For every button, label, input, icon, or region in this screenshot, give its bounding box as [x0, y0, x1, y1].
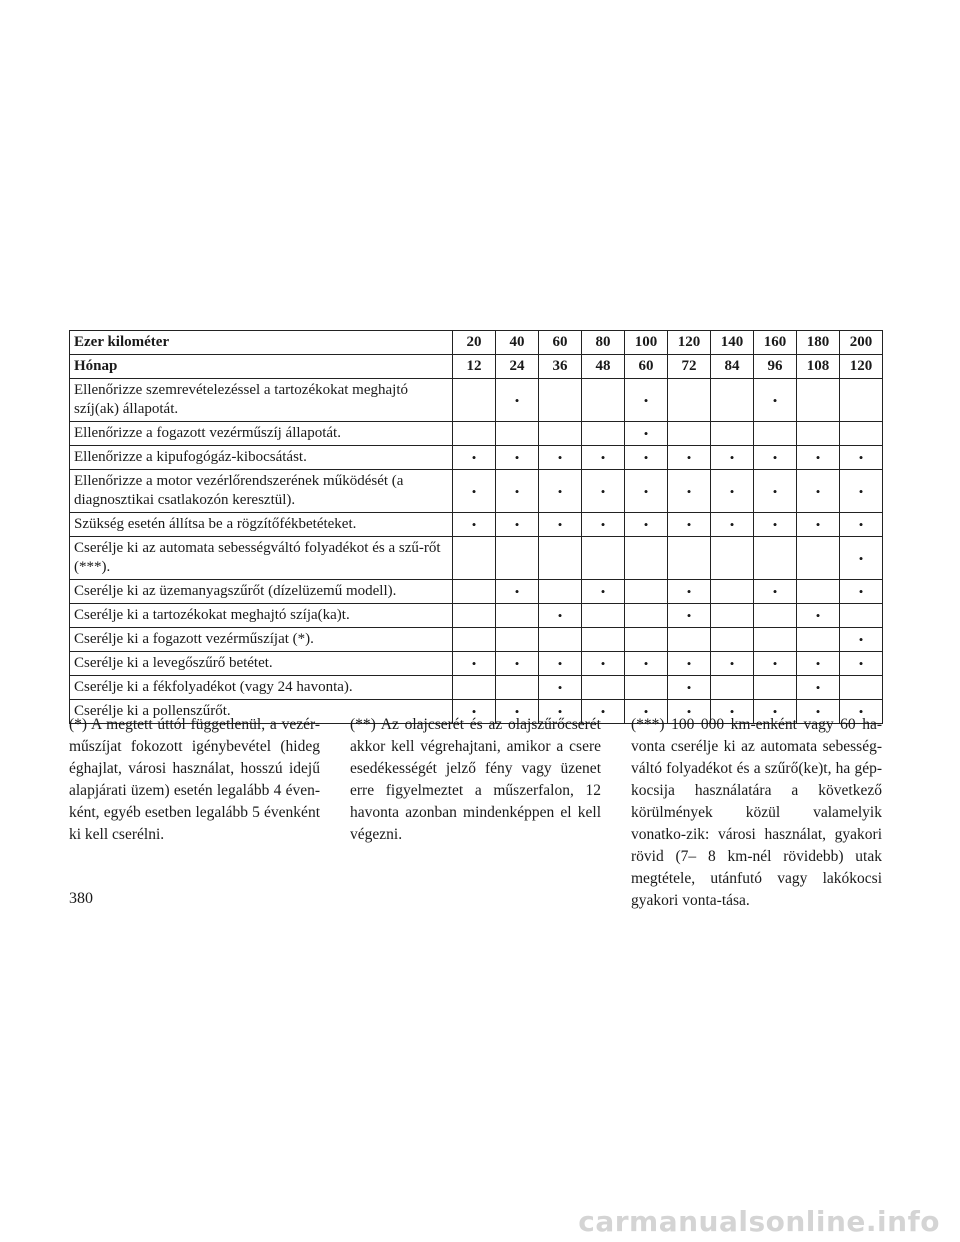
schedule-mark: •: [797, 700, 840, 724]
schedule-mark: [625, 537, 668, 580]
schedule-mark: [711, 537, 754, 580]
header-month-cell: 108: [797, 355, 840, 379]
schedule-mark: •: [668, 652, 711, 676]
schedule-mark: •: [840, 513, 883, 537]
header-km-cell: 20: [453, 331, 496, 355]
schedule-mark: •: [625, 700, 668, 724]
schedule-mark: •: [625, 652, 668, 676]
header-month-cell: 96: [754, 355, 797, 379]
schedule-mark: •: [797, 676, 840, 700]
header-km-cell: 40: [496, 331, 539, 355]
header-month-cell: 24: [496, 355, 539, 379]
row-label: Ellenőrizze szemrevételezéssel a tartozékokat meghajtó szíj(ak) állapotát.: [70, 379, 453, 422]
schedule-mark: [754, 537, 797, 580]
row-label: Ellenőrizze a fogazott vezérműszíj állapotát.: [70, 422, 453, 446]
schedule-mark: •: [539, 700, 582, 724]
row-label: Cserélje ki az üzemanyagszűrőt (dízelüzemű modell).: [70, 580, 453, 604]
schedule-mark: •: [754, 379, 797, 422]
schedule-mark: •: [668, 604, 711, 628]
schedule-mark: •: [711, 700, 754, 724]
schedule-mark: •: [754, 446, 797, 470]
header-km-cell: 60: [539, 331, 582, 355]
schedule-mark: [496, 628, 539, 652]
schedule-mark: •: [582, 652, 625, 676]
schedule-mark: [754, 422, 797, 446]
schedule-mark: [496, 537, 539, 580]
schedule-mark: [625, 628, 668, 652]
table-row: [70, 676, 883, 700]
schedule-mark: •: [539, 652, 582, 676]
schedule-mark: •: [711, 470, 754, 513]
schedule-mark: [797, 379, 840, 422]
schedule-mark: [711, 580, 754, 604]
schedule-mark: •: [711, 652, 754, 676]
schedule-mark: •: [453, 470, 496, 513]
schedule-mark: [496, 604, 539, 628]
schedule-mark: [582, 422, 625, 446]
schedule-mark: [625, 676, 668, 700]
schedule-mark: •: [840, 580, 883, 604]
schedule-mark: •: [582, 513, 625, 537]
schedule-mark: •: [840, 628, 883, 652]
header-km-cell: 120: [668, 331, 711, 355]
schedule-mark: [754, 628, 797, 652]
schedule-mark: [754, 676, 797, 700]
schedule-mark: [668, 379, 711, 422]
schedule-mark: •: [754, 470, 797, 513]
schedule-mark: •: [711, 513, 754, 537]
schedule-mark: •: [840, 652, 883, 676]
schedule-mark: •: [668, 446, 711, 470]
schedule-mark: [582, 379, 625, 422]
schedule-mark: •: [840, 700, 883, 724]
header-km-cell: 200: [840, 331, 883, 355]
table-row: [70, 652, 883, 676]
header-km-cell: 80: [582, 331, 625, 355]
schedule-mark: [453, 537, 496, 580]
schedule-mark: •: [453, 446, 496, 470]
schedule-mark: •: [453, 652, 496, 676]
row-label: Cserélje ki a tartozékokat meghajtó szíja(ka)t.: [70, 604, 453, 628]
table-row: [70, 422, 883, 446]
schedule-mark: •: [582, 446, 625, 470]
row-label: Cserélje ki az automata sebességváltó folyadékot és a szű-rőt (***).: [70, 537, 453, 580]
schedule-mark: •: [496, 652, 539, 676]
schedule-mark: •: [754, 652, 797, 676]
schedule-mark: [668, 628, 711, 652]
row-label: Cserélje ki a fékfolyadékot (vagy 24 havonta).: [70, 676, 453, 700]
schedule-mark: •: [625, 379, 668, 422]
header-km-cell: 180: [797, 331, 840, 355]
footnote-2: (**) Az olajcserét és az olajszűrőcserét akkor kell végrehajtani, amikor a csere esedékességét jelző fény vagy üzenet erre figyelmeztet a műszerfalon, 12 havonta azonban mindenképpen el kell végezni.: [350, 716, 601, 843]
schedule-mark: [840, 422, 883, 446]
header-month-cell: 48: [582, 355, 625, 379]
schedule-mark: [453, 676, 496, 700]
schedule-mark: [754, 604, 797, 628]
schedule-mark: •: [668, 513, 711, 537]
schedule-mark: •: [582, 470, 625, 513]
header-month-cell: 84: [711, 355, 754, 379]
schedule-mark: •: [582, 580, 625, 604]
schedule-mark: •: [453, 513, 496, 537]
schedule-mark: [625, 604, 668, 628]
header-month-cell: 12: [453, 355, 496, 379]
table-row: [70, 379, 883, 422]
schedule-mark: •: [668, 470, 711, 513]
schedule-mark: [711, 422, 754, 446]
schedule-mark: [453, 580, 496, 604]
schedule-mark: [582, 604, 625, 628]
schedule-mark: [840, 379, 883, 422]
schedule-mark: •: [496, 513, 539, 537]
header-month-cell: 120: [840, 355, 883, 379]
schedule-mark: •: [840, 446, 883, 470]
schedule-mark: •: [539, 470, 582, 513]
schedule-mark: •: [453, 700, 496, 724]
schedule-mark: •: [496, 470, 539, 513]
watermark-logo: carmanualsonline.info: [578, 1205, 940, 1238]
row-label: Ellenőrizze a kipufogógáz-kibocsátást.: [70, 446, 453, 470]
footnote-3: (***) 100 000 km-enként vagy 60 ha-vonta cserélje ki az automata sebesség-váltó folyadékot és a szűrő(ke)t, ha gép-kocsija használatára a következő körülmények közül valamelyik vonatko-zik: városi használat, gyakori rövid (7– 8 km-nél rövidebb) utak megtétele, utánfutó vagy lakókocsi gyakori vonta-tása.: [631, 716, 882, 909]
schedule-mark: •: [625, 422, 668, 446]
schedule-mark: •: [539, 604, 582, 628]
schedule-mark: •: [754, 580, 797, 604]
schedule-mark: [711, 604, 754, 628]
row-label: Szükség esetén állítsa be a rögzítőfékbetéteket.: [70, 513, 453, 537]
schedule-mark: •: [539, 446, 582, 470]
schedule-mark: [711, 379, 754, 422]
schedule-mark: [453, 604, 496, 628]
table-row: [70, 513, 883, 537]
row-label: Cserélje ki a pollenszűrőt.: [70, 700, 453, 724]
schedule-mark: [496, 422, 539, 446]
schedule-mark: [539, 580, 582, 604]
header-row-month: [70, 355, 883, 379]
schedule-mark: •: [754, 700, 797, 724]
header-km-cell: 160: [754, 331, 797, 355]
schedule-body: [70, 379, 883, 724]
schedule-mark: [797, 580, 840, 604]
schedule-mark: [840, 676, 883, 700]
maintenance-schedule-table: [69, 330, 883, 724]
schedule-mark: •: [797, 604, 840, 628]
schedule-mark: •: [539, 676, 582, 700]
header-month-label: Hónap: [70, 355, 453, 379]
row-label: Cserélje ki a levegőszűrő betétet.: [70, 652, 453, 676]
table-row: [70, 470, 883, 513]
schedule-mark: [539, 537, 582, 580]
schedule-mark: •: [496, 700, 539, 724]
schedule-mark: •: [840, 537, 883, 580]
schedule-mark: •: [754, 513, 797, 537]
header-km-cell: 100: [625, 331, 668, 355]
table-row: [70, 446, 883, 470]
table-row: [70, 628, 883, 652]
schedule-mark: •: [668, 580, 711, 604]
schedule-mark: [840, 604, 883, 628]
schedule-mark: •: [797, 513, 840, 537]
header-month-cell: 36: [539, 355, 582, 379]
schedule-mark: [797, 628, 840, 652]
schedule-mark: •: [625, 513, 668, 537]
table-row: [70, 604, 883, 628]
row-label: Ellenőrizze a motor vezérlőrendszerének működését (a diagnosztikai csatlakozón keresztül).: [70, 470, 453, 513]
table-row: [70, 537, 883, 580]
schedule-mark: [539, 422, 582, 446]
schedule-mark: •: [496, 379, 539, 422]
schedule-mark: •: [668, 676, 711, 700]
row-label: Cserélje ki a fogazott vezérműszíjat (*).: [70, 628, 453, 652]
schedule-mark: •: [496, 446, 539, 470]
schedule-mark: [582, 676, 625, 700]
schedule-mark: •: [625, 446, 668, 470]
schedule-mark: •: [539, 513, 582, 537]
schedule-mark: •: [625, 470, 668, 513]
schedule-mark: [797, 537, 840, 580]
header-month-cell: 72: [668, 355, 711, 379]
schedule-mark: [539, 628, 582, 652]
schedule-mark: [453, 628, 496, 652]
schedule-mark: [797, 422, 840, 446]
schedule-mark: [582, 537, 625, 580]
schedule-mark: [625, 580, 668, 604]
header-km-label: Ezer kilométer: [70, 331, 453, 355]
schedule-mark: •: [797, 652, 840, 676]
schedule-mark: •: [840, 470, 883, 513]
schedule-mark: [539, 379, 582, 422]
schedule-mark: •: [711, 446, 754, 470]
schedule-mark: [496, 676, 539, 700]
schedule-mark: [711, 628, 754, 652]
schedule-mark: •: [668, 700, 711, 724]
schedule-mark: [582, 628, 625, 652]
schedule-mark: [668, 537, 711, 580]
schedule-mark: •: [582, 700, 625, 724]
header-km-cell: 140: [711, 331, 754, 355]
header-row-km: [70, 331, 883, 355]
schedule-mark: •: [797, 446, 840, 470]
schedule-mark: [668, 422, 711, 446]
header-month-cell: 60: [625, 355, 668, 379]
page-number: 380: [69, 890, 93, 907]
schedule-mark: •: [797, 470, 840, 513]
schedule-mark: [453, 422, 496, 446]
table-row: [70, 580, 883, 604]
schedule-mark: •: [496, 580, 539, 604]
schedule-mark: [453, 379, 496, 422]
footnote-1: (*) A megtett úttól függetlenül, a vezér-műszíjat fokozott igénybevétel (hideg éghajlat, városi használat, hosszú idejű alapjárati üzem) esetén legalább 4 éven-ként, egyéb esetben legalább 5 évenként ki kell cserélni.: [69, 716, 320, 843]
footnotes: [69, 714, 882, 912]
schedule-mark: [711, 676, 754, 700]
